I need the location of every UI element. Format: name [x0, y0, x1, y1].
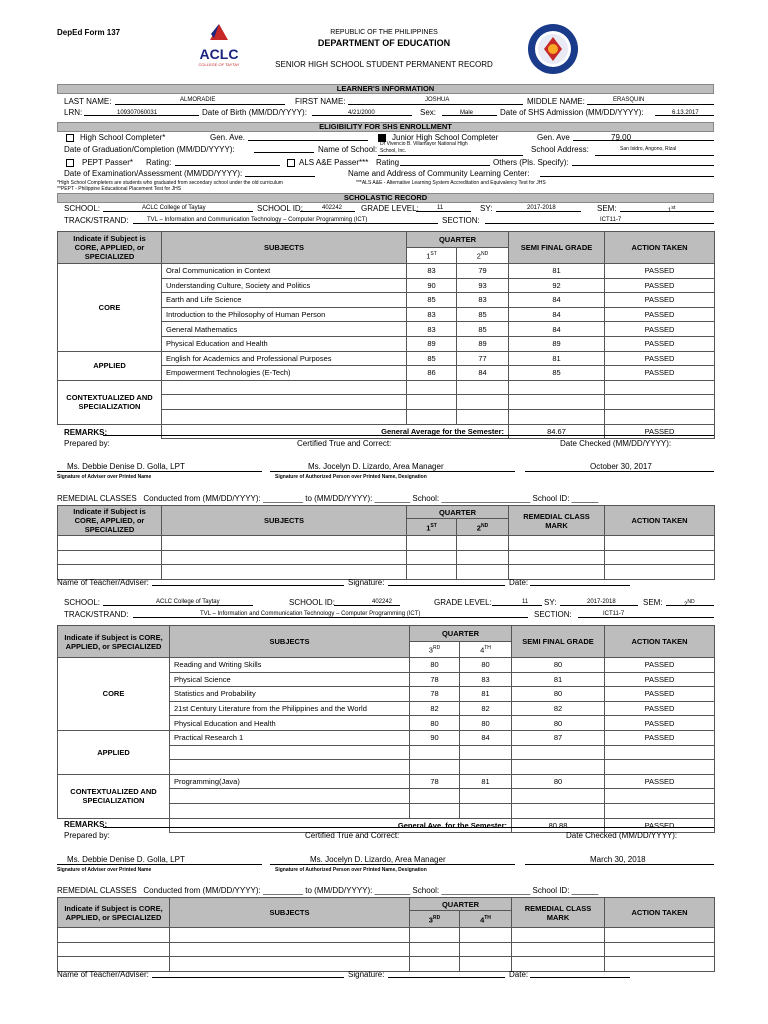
first-name-label: FIRST NAME:	[295, 97, 346, 106]
sem1-prepared-label: Prepared by:	[64, 439, 110, 448]
school-name-label: Name of School:	[318, 145, 378, 154]
action-cell: PASSED	[605, 701, 715, 716]
grade-cell: 79	[457, 264, 509, 279]
grade-cell: 83	[407, 264, 457, 279]
school-address-value: San Isidro, Angono, Rizal	[620, 146, 677, 152]
sem2-sig-authorized: Signature of Authorized Person over Printed Name, Designation	[275, 867, 427, 873]
table-row	[58, 658, 715, 673]
final-grade-cell: 80	[512, 774, 605, 789]
middle-name-label: MIDDLE NAME:	[527, 97, 585, 106]
sem2-school-id-label: SCHOOL ID:	[289, 598, 335, 607]
remedial2-q3-header: 3RD	[410, 911, 460, 928]
sem1-gen-ave-action: PASSED	[605, 424, 715, 439]
sem1-school-value: ACLC College of Taytay	[142, 205, 206, 211]
sem2-sy-label: SY:	[544, 598, 557, 607]
sem2-gen-ave-value: 80.88	[512, 818, 605, 833]
school-name-line1: Dr Vivencio B. Villamayor National High	[380, 141, 468, 147]
action-cell: PASSED	[605, 672, 715, 687]
grade-cell: 86	[407, 366, 457, 381]
sem2-sem-value: 2ND	[684, 599, 695, 608]
remedial1-mark-header: REMEDIAL CLASS MARK	[509, 506, 605, 536]
action-cell: PASSED	[605, 716, 715, 731]
sem1-core-label: CORE	[58, 264, 162, 352]
sem2-date-checked-label: Date Checked (MM/DD/YYYY):	[566, 831, 678, 840]
subject-cell: Physical Science	[170, 672, 410, 687]
remedial1-subjects-header: SUBJECTS	[162, 506, 407, 536]
remedial2-indicate-header: Indicate if Subject is CORE, APPLIED, or SPECIALIZED	[58, 898, 170, 928]
sem1-sem-value: 1st	[668, 205, 676, 214]
subject-cell: Empowerment Technologies (E-Tech)	[162, 366, 407, 381]
hs-gen-ave-label: Gen. Ave.	[210, 133, 245, 142]
sem1-adviser-name: Ms. Debbie Denise D. Golla, LPT	[67, 462, 185, 471]
final-grade-cell: 84	[509, 322, 605, 337]
sem1-sy-value: 2017-2018	[527, 205, 556, 211]
final-grade-cell: 87	[512, 730, 605, 745]
remedial2-q4-header: 4TH	[460, 911, 512, 928]
sex-value: Male	[460, 110, 474, 116]
sem2-authorized-name: Ms. Jocelyn D. Lizardo, Area Manager	[310, 855, 446, 864]
sem2-grade-level-value: 11	[522, 599, 529, 605]
sem2-quarter-header: QUARTER	[410, 626, 512, 642]
sem2-core-label: CORE	[58, 658, 170, 731]
sem1-q2-header: 2ND	[457, 248, 509, 264]
remedial1-table	[57, 505, 715, 580]
sem1-gen-ave-value: 84.67	[509, 424, 605, 439]
grade-cell: 80	[460, 658, 512, 673]
sem2-sy-value: 2017-2018	[587, 599, 616, 605]
final-grade-cell: 81	[512, 672, 605, 687]
final-grade-cell: 80	[512, 716, 605, 731]
record-title: SENIOR HIGH SCHOOL STUDENT PERMANENT RECORD	[275, 60, 493, 69]
subject-cell: Physical Education and Health	[170, 716, 410, 731]
eligibility-bar: ELIGIBILITY FOR SHS ENROLLMENT	[57, 122, 714, 132]
action-cell: PASSED	[605, 351, 715, 366]
dob-label: Date of Birth (MM/DD/YYYY):	[202, 108, 307, 117]
exam-date-label: Date of Examination/Assessment (MM/DD/YYYY):	[64, 169, 243, 178]
sem2-subjects-header: SUBJECTS	[170, 626, 410, 658]
grade-cell: 80	[410, 658, 460, 673]
grade-cell: 83	[460, 672, 512, 687]
table-row	[58, 264, 715, 279]
sem1-sig-adviser: Signature of Adviser over Printed Name	[57, 474, 152, 480]
action-cell: PASSED	[605, 730, 715, 745]
note-als: ***ALS A&E - Alternative Learning System Accreditation and Equivalency Test for JHS	[356, 180, 546, 186]
final-grade-cell: 81	[509, 351, 605, 366]
sem2-indicate-header: Indicate if Subject is CORE, APPLIED, or SPECIALIZED	[58, 626, 170, 658]
pept-rating-label: Rating:	[146, 158, 172, 167]
sem2-school-id-value: 402242	[372, 599, 393, 605]
subject-cell: Earth and Life Science	[162, 293, 407, 308]
sem2-action-header: ACTION TAKEN	[605, 626, 715, 658]
sem1-grades-table	[57, 231, 715, 439]
sem2-grade-level-label: GRADE LEVEL:	[434, 598, 492, 607]
sem1-semi-final-header: SEMI FINAL GRADE	[509, 232, 605, 264]
remedial1-action-header: ACTION TAKEN	[605, 506, 715, 536]
hs-completer-label: High School Completer*	[80, 133, 166, 142]
grade-cell: 80	[460, 716, 512, 731]
sem1-gen-ave-row	[58, 424, 715, 439]
grade-cell: 89	[457, 336, 509, 351]
sem2-track-value: TVL – Information and Communication Technology – Computer Programming (ICT)	[200, 611, 421, 617]
grade-cell: 80	[410, 716, 460, 731]
sem1-authorized-name: Ms. Jocelyn D. Lizardo, Area Manager	[308, 462, 444, 471]
pept-checkbox[interactable]	[66, 159, 74, 167]
subject-cell: Introduction to the Philosophy of Human Person	[162, 307, 407, 322]
remedial1-date-label: Date:	[509, 578, 529, 587]
sem2-section-label: SECTION:	[534, 610, 572, 619]
admission-value: 6.13.2017	[672, 110, 699, 116]
final-grade-cell: 82	[512, 701, 605, 716]
jhs-completer-label: Junior High School Completer	[392, 133, 499, 142]
grade-cell: 81	[460, 687, 512, 702]
sem1-school-id-value: 402242	[322, 205, 343, 211]
final-grade-cell: 81	[509, 264, 605, 279]
sem1-sy-label: SY:	[480, 204, 493, 213]
subject-cell: Practical Research 1	[170, 730, 410, 745]
grade-cell: 83	[457, 293, 509, 308]
sem2-school-label: SCHOOL:	[64, 598, 101, 607]
last-name-value: ALMORADIE	[180, 97, 216, 103]
sem1-subjects-header: SUBJECTS	[162, 232, 407, 264]
scholastic-record-bar: SCHOLASTIC RECORD	[57, 193, 714, 203]
sem1-contextualized-label: CONTEXTUALIZED AND SPECIALIZATION	[58, 380, 162, 424]
sem2-adviser-name: Ms. Debbie Denise D. Golla, LPT	[67, 855, 185, 864]
table-row	[58, 942, 715, 957]
department-title: DEPARTMENT OF EDUCATION	[317, 38, 451, 48]
sem1-gen-ave-label: General Average for the Semester:	[162, 424, 509, 439]
sem1-track-value: TVL – Information and Communication Technology – Computer Programming (ICT)	[147, 217, 368, 223]
remedial2-table	[57, 897, 715, 972]
remedial2-date-label: Date:	[509, 970, 529, 979]
sem2-contextualized-label: CONTEXTUALIZED AND SPECIALIZATION	[58, 774, 170, 818]
grade-cell: 82	[410, 701, 460, 716]
remedial2-subjects-header: SUBJECTS	[170, 898, 410, 928]
grade-cell: 85	[457, 322, 509, 337]
table-row	[58, 380, 715, 395]
republic-label: REPUBLIC OF THE PHILIPPINES	[330, 29, 438, 36]
grade-cell: 84	[460, 730, 512, 745]
lrn-label: LRN:	[64, 108, 83, 117]
others-label: Others (Pls. Specify):	[493, 158, 569, 167]
grade-cell: 89	[407, 336, 457, 351]
action-cell: PASSED	[605, 307, 715, 322]
sem1-indicate-header: Indicate if Subject is CORE, APPLIED, or SPECIALIZED	[58, 232, 162, 264]
admission-label: Date of SHS Admission (MM/DD/YYYY):	[500, 108, 644, 117]
learner-info-bar: LEARNER'S INFORMATION	[57, 84, 714, 94]
final-grade-cell: 89	[509, 336, 605, 351]
final-grade-cell: 80	[512, 687, 605, 702]
subject-cell: General Mathematics	[162, 322, 407, 337]
action-cell: PASSED	[605, 658, 715, 673]
remedial1-q1-header: 1ST	[407, 519, 457, 536]
grade-cell: 78	[410, 672, 460, 687]
grade-cell: 85	[407, 293, 457, 308]
grade-cell: 82	[460, 701, 512, 716]
als-checkbox[interactable]	[287, 159, 295, 167]
als-label: ALS A&E Passer***	[299, 158, 369, 167]
sem1-remarks-label: REMARKS:	[64, 428, 108, 437]
action-cell: PASSED	[605, 366, 715, 381]
grade-cell: 84	[457, 366, 509, 381]
lrn-value: 109307060031	[117, 110, 158, 116]
note-pept: **PEPT - Philippine Educational Placement Test for JHS	[57, 186, 182, 192]
sem2-school-value: ACLC College of Taytay	[156, 599, 220, 605]
table-row	[58, 565, 715, 580]
grade-cell: 85	[407, 351, 457, 366]
action-cell: PASSED	[605, 322, 715, 337]
remedial2-signature-label: Signature:	[348, 970, 385, 979]
school-address-label: School Address:	[531, 145, 589, 154]
grade-cell: 90	[407, 278, 457, 293]
subject-cell: English for Academics and Professional Purposes	[162, 351, 407, 366]
table-row	[58, 550, 715, 565]
grade-cell: 93	[457, 278, 509, 293]
sem1-school-id-label: SCHOOL ID:	[257, 204, 303, 213]
remedial1-indicate-header: Indicate if Subject is CORE, APPLIED, or SPECIALIZED	[58, 506, 162, 536]
hs-completer-checkbox[interactable]	[66, 134, 74, 142]
jhs-gen-ave-value: 79.00	[611, 133, 632, 142]
sem1-quarter-header: QUARTER	[407, 232, 509, 248]
pept-label: PEPT Passer*	[82, 158, 133, 167]
table-row	[58, 536, 715, 551]
aclc-logo-sub: COLLEGE OF TAYTAY	[198, 62, 240, 67]
remedial1-signature-label: Signature:	[348, 578, 385, 587]
first-name-value: JOSHUA	[425, 97, 450, 103]
sem2-gen-ave-label: General Ave. for the Semester:	[170, 818, 512, 833]
subject-cell: Statistics and Probability	[170, 687, 410, 702]
sem2-q3-header: 3RD	[410, 642, 460, 658]
table-row	[58, 928, 715, 943]
subject-cell: 21st Century Literature from the Philippines and the World	[170, 701, 410, 716]
final-grade-cell: 92	[509, 278, 605, 293]
sem1-q1-header: 1ST	[407, 248, 457, 264]
grade-cell: 78	[410, 687, 460, 702]
grade-cell: 81	[460, 774, 512, 789]
sem1-date-checked-value: October 30, 2017	[590, 462, 652, 471]
table-row	[58, 730, 715, 745]
sem1-grade-level-label: GRADE LEVEL:	[361, 204, 419, 213]
sem1-track-label: TRACK/STRAND:	[64, 216, 129, 225]
sem2-remarks-label: REMARKS:	[64, 820, 108, 829]
clc-label: Name and Address of Community Learning Center:	[348, 169, 530, 178]
remedial2-teacher-label: Name of Teacher/Adviser:	[57, 970, 149, 979]
grade-cell: 78	[410, 774, 460, 789]
action-cell: PASSED	[605, 687, 715, 702]
sem1-grade-level-value: 11	[437, 205, 444, 211]
action-cell: PASSED	[605, 774, 715, 789]
sem2-section-value: ICT11-7	[603, 611, 625, 617]
subject-cell: Programming(Java)	[170, 774, 410, 789]
sem1-sem-label: SEM:	[597, 204, 617, 213]
sem2-sig-adviser: Signature of Adviser over Printed Name	[57, 867, 152, 873]
table-row	[58, 774, 715, 789]
aclc-logo-text: ACLC	[199, 46, 239, 62]
school-name-line2: School, Inc.	[380, 148, 407, 154]
note-hs-completers: *High School Completers are students who graduated from secondary school under the old curriculum	[57, 180, 283, 186]
sem1-section-value: ICT11-7	[600, 217, 622, 223]
grade-cell: 90	[410, 730, 460, 745]
sem2-applied-label: APPLIED	[58, 730, 170, 774]
remedial1-teacher-label: Name of Teacher/Adviser:	[57, 578, 149, 587]
remedial2-quarter-header: QUARTER	[410, 898, 512, 911]
subject-cell: Physical Education and Health	[162, 336, 407, 351]
sem2-sem-label: SEM:	[643, 598, 663, 607]
table-row	[58, 957, 715, 972]
subject-cell: Oral Communication in Context	[162, 264, 407, 279]
middle-name-value: ERASQUIN	[613, 97, 645, 103]
sem2-prepared-label: Prepared by:	[64, 831, 110, 840]
sem1-certified-label: Certified True and Correct:	[297, 439, 392, 448]
sem2-semi-final-header: SEMI FINAL GRADE	[512, 626, 605, 658]
action-cell: PASSED	[605, 336, 715, 351]
form-id: DepEd Form 137	[57, 28, 121, 37]
sem2-certified-label: Certified True and Correct:	[305, 831, 400, 840]
remedial2-mark-header: REMEDIAL CLASS MARK	[512, 898, 605, 928]
sex-label: Sex:	[420, 108, 437, 117]
deped-seal-icon	[526, 22, 580, 76]
action-cell: PASSED	[605, 278, 715, 293]
subject-cell: Reading and Writing Skills	[170, 658, 410, 673]
sem2-gen-ave-action: PASSED	[605, 818, 715, 833]
final-grade-cell: 80	[512, 658, 605, 673]
graduation-label: Date of Graduation/Completion (MM/DD/YYYY):	[64, 145, 235, 154]
grade-cell: 77	[457, 351, 509, 366]
action-cell: PASSED	[605, 264, 715, 279]
sem1-date-checked-label: Date Checked (MM/DD/YYYY):	[560, 439, 672, 448]
jhs-gen-ave-label: Gen. Ave	[537, 133, 570, 142]
final-grade-cell: 84	[509, 293, 605, 308]
sem1-section-label: SECTION:	[442, 216, 480, 225]
final-grade-cell: 84	[509, 307, 605, 322]
action-cell: PASSED	[605, 293, 715, 308]
sem1-sig-authorized: Signature of Authorized Person over Printed Name, Designation	[275, 474, 427, 480]
grade-cell: 85	[457, 307, 509, 322]
final-grade-cell: 85	[509, 366, 605, 381]
subject-cell: Understanding Culture, Society and Politics	[162, 278, 407, 293]
remedial1-quarter-header: QUARTER	[407, 506, 509, 519]
remedial2-title: REMEDIAL CLASSES Conducted from (MM/DD/YYYY): _________ to (MM/DD/YYYY): ________ School: ____________________ School ID: ______	[57, 886, 599, 895]
sem2-date-checked-value: March 30, 2018	[590, 855, 646, 864]
remedial1-title: REMEDIAL CLASSES Conducted from (MM/DD/YYYY): _________ to (MM/DD/YYYY): ________ School: ____________________ School ID: ______	[57, 494, 599, 503]
dob-value: 4/21/2000	[348, 110, 375, 116]
grade-cell: 83	[407, 307, 457, 322]
remedial1-q2-header: 2ND	[457, 519, 509, 536]
last-name-label: LAST NAME:	[64, 97, 112, 106]
sem1-school-label: SCHOOL:	[64, 204, 101, 213]
table-row	[58, 351, 715, 366]
sem2-track-label: TRACK/STRAND:	[64, 610, 129, 619]
sem2-q4-header: 4TH	[460, 642, 512, 658]
sem1-applied-label: APPLIED	[58, 351, 162, 380]
grade-cell: 83	[407, 322, 457, 337]
als-rating-label: Rating	[376, 158, 400, 167]
remedial2-action-header: ACTION TAKEN	[605, 898, 715, 928]
sem2-grades-table	[57, 625, 715, 833]
sem1-action-header: ACTION TAKEN	[605, 232, 715, 264]
